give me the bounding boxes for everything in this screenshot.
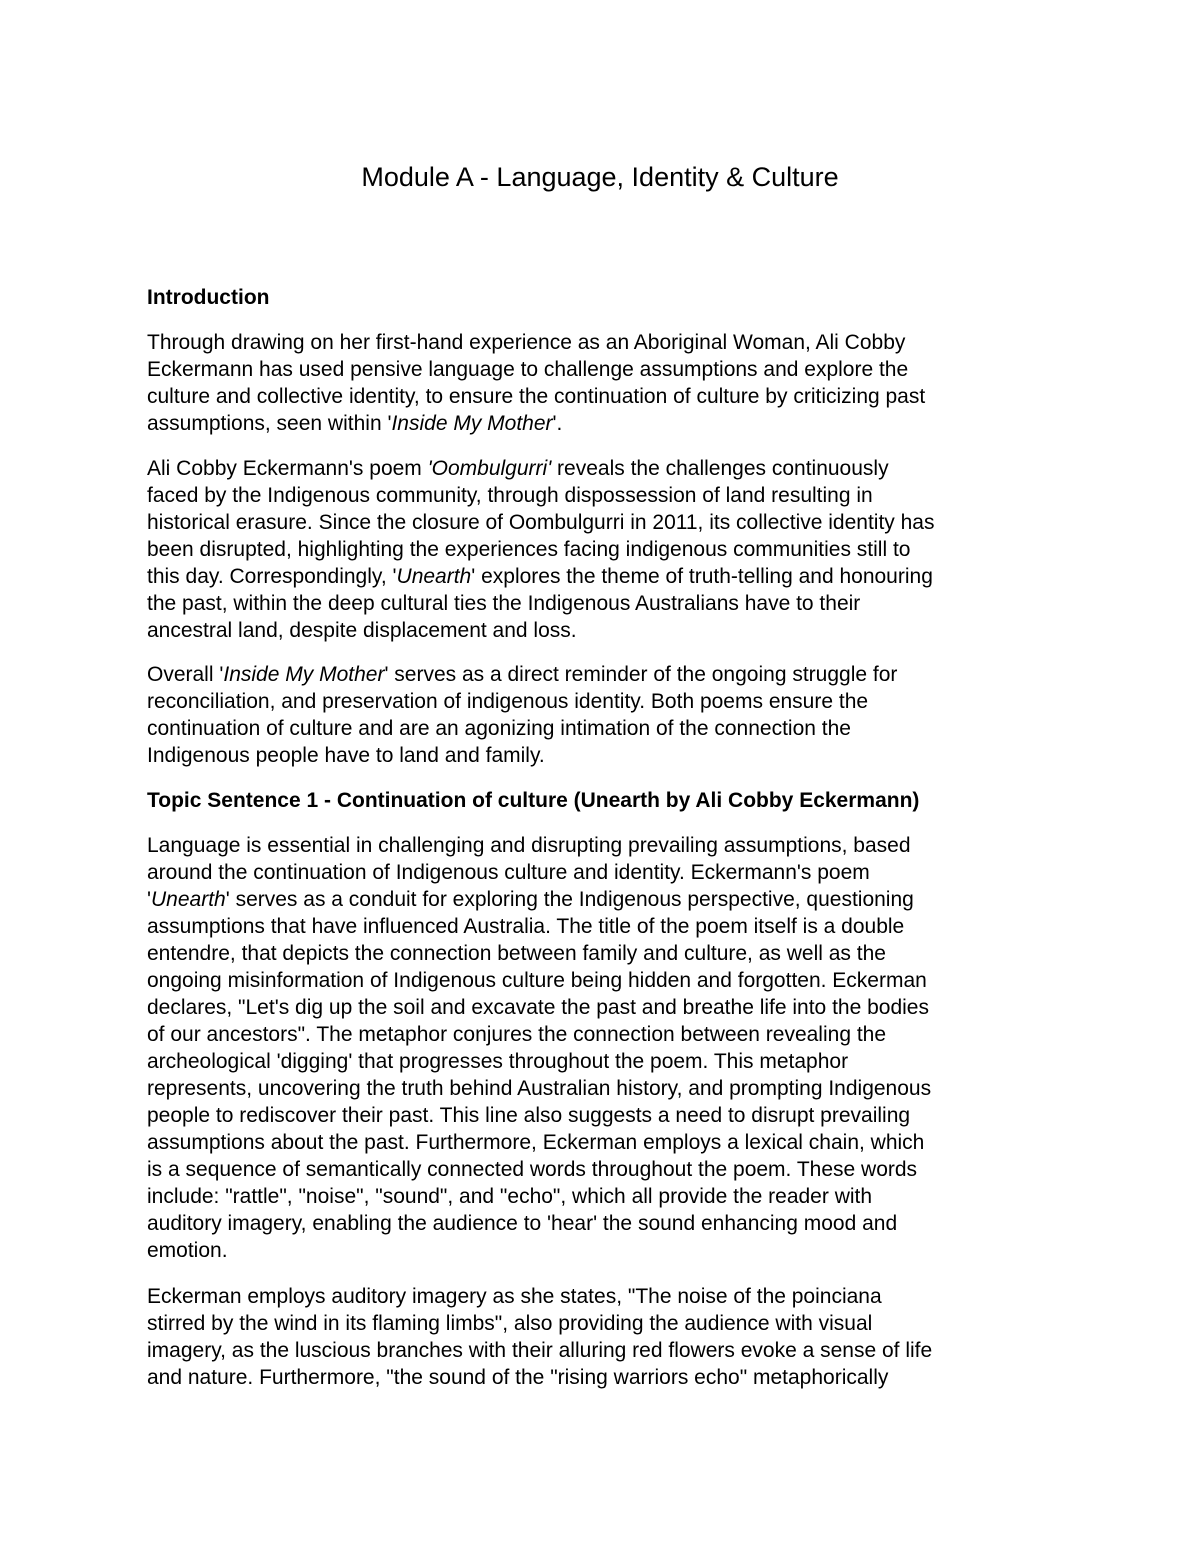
text-line <box>147 1102 931 1129</box>
text-run: ' serves as a direct reminder of the ongoing struggle for <box>384 663 898 686</box>
text-run: assumptions that have influenced Australia. The title of the poem itself is a double <box>147 915 905 938</box>
paragraph-introduction-1 <box>147 329 925 437</box>
text-line <box>147 617 935 644</box>
text-run: ' serves as a conduit for exploring the Indigenous perspective, questioning <box>225 888 914 911</box>
text-line <box>147 940 931 967</box>
text-run: Through drawing on her first-hand experience as an Aboriginal Woman, Ali Cobby <box>147 331 906 354</box>
text-run: archeological 'digging' that progresses throughout the poem. This metaphor <box>147 1050 849 1073</box>
text-run: emotion. <box>147 1239 228 1262</box>
paragraph-introduction-2 <box>147 455 935 644</box>
text-line <box>147 482 935 509</box>
text-line <box>147 661 897 688</box>
text-line <box>147 1075 931 1102</box>
text-run: ongoing misinformation of Indigenous culture being hidden and forgotten. Eckerman <box>147 969 927 992</box>
section-heading-topic-1: Topic Sentence 1 - Continuation of culture (Unearth by Ali Cobby Eckermann) <box>147 789 920 812</box>
text-line <box>147 509 935 536</box>
text-run: imagery, as the luscious branches with their alluring red flowers evoke a sense of life <box>147 1339 933 1362</box>
text-run: declares, "Let's dig up the soil and excavate the past and breathe life into the bodies <box>147 996 929 1019</box>
text-run: entendre, that depicts the connection between family and culture, as well as the <box>147 942 886 965</box>
text-line <box>147 536 935 563</box>
text-run: stirred by the wind in its flaming limbs", also providing the audience with visual <box>147 1312 873 1335</box>
text-line <box>147 913 931 940</box>
text-run: assumptions, seen within ' <box>147 412 392 435</box>
text-line <box>147 383 925 410</box>
text-run: people to rediscover their past. This line also suggests a need to disrupt prevailing <box>147 1104 911 1127</box>
text-run: reconciliation, and preservation of indigenous identity. Both poems ensure the <box>147 690 869 713</box>
italic-text: Inside My Mother <box>223 663 385 686</box>
text-line <box>147 859 931 886</box>
text-run: auditory imagery, enabling the audience to 'hear' the sound enhancing mood and <box>147 1212 898 1235</box>
text-line <box>147 563 935 590</box>
text-run: is a sequence of semantically connected words throughout the poem. These words <box>147 1158 918 1181</box>
text-line <box>147 1237 931 1264</box>
text-line <box>147 1183 931 1210</box>
text-run: include: "rattle", "noise", "sound", and "echo", which all provide the reader with <box>147 1185 873 1208</box>
text-run: this day. Correspondingly, ' <box>147 565 397 588</box>
text-run: ancestral land, despite displacement and loss. <box>147 619 577 642</box>
text-run: represents, uncovering the truth behind Australian history, and prompting Indigenous <box>147 1077 932 1100</box>
text-line <box>147 967 931 994</box>
text-run: Eckermann has used pensive language to challenge assumptions and explore the <box>147 358 909 381</box>
text-run: the past, within the deep cultural ties the Indigenous Australians have to their <box>147 592 861 615</box>
text-run: Ali Cobby Eckermann's poem <box>147 457 428 480</box>
paragraph-topic-1-body-2 <box>147 1283 932 1391</box>
text-run: faced by the Indigenous community, through dispossession of land resulting in <box>147 484 873 507</box>
text-run: been disrupted, highlighting the experiences facing indigenous communities still to <box>147 538 911 561</box>
text-run: reveals the challenges continuously <box>551 457 889 480</box>
section-heading-introduction: Introduction <box>147 286 270 309</box>
italic-text: Inside My Mother <box>391 412 553 435</box>
text-line <box>147 410 925 437</box>
text-run: continuation of culture and are an agonizing intimation of the connection the <box>147 717 851 740</box>
italic-text: Unearth <box>151 888 226 911</box>
text-line <box>147 1129 931 1156</box>
text-run: ' explores the theme of truth-telling and honouring <box>471 565 933 588</box>
text-run: Overall ' <box>147 663 224 686</box>
italic-text: Unearth <box>396 565 472 588</box>
text-line <box>147 329 925 356</box>
paragraph-introduction-3 <box>147 661 897 769</box>
text-line <box>147 1364 932 1391</box>
text-run: Language is essential in challenging and disrupting prevailing assumptions, based <box>147 834 911 857</box>
text-line <box>147 832 931 859</box>
text-line <box>147 715 897 742</box>
text-run: of our ancestors". The metaphor conjures the connection between revealing the <box>147 1023 887 1046</box>
text-line <box>147 994 931 1021</box>
text-run: assumptions about the past. Furthermore, Eckerman employs a lexical chain, which <box>147 1131 925 1154</box>
text-line <box>147 886 931 913</box>
text-line <box>147 1337 932 1364</box>
text-run: ' <box>147 888 152 911</box>
paragraph-topic-1-body-1 <box>147 832 931 1264</box>
document-title: Module A - Language, Identity & Culture <box>361 162 839 192</box>
text-line <box>147 742 897 769</box>
text-run: historical erasure. Since the closure of Oombulgurri in 2011, its collective identity has <box>147 511 935 534</box>
italic-text: 'Oombulgurri' <box>427 457 552 480</box>
text-run: around the continuation of Indigenous culture and identity. Eckermann's poem <box>147 861 870 884</box>
text-line <box>147 1156 931 1183</box>
text-line <box>147 590 935 617</box>
text-line <box>147 356 925 383</box>
text-line <box>147 1283 932 1310</box>
text-line <box>147 1310 932 1337</box>
text-run: Eckerman employs auditory imagery as she states, "The noise of the poinciana <box>147 1285 882 1308</box>
text-run: and nature. Furthermore, "the sound of the "rising warriors echo" metaphorically <box>147 1366 889 1389</box>
text-line <box>147 1210 931 1237</box>
text-line <box>147 1048 931 1075</box>
text-line <box>147 1021 931 1048</box>
text-line <box>147 455 935 482</box>
text-line <box>147 688 897 715</box>
text-run: '. <box>552 412 563 435</box>
text-run: Indigenous people have to land and family. <box>147 744 545 767</box>
text-run: culture and collective identity, to ensure the continuation of culture by criticizing past <box>147 385 926 408</box>
